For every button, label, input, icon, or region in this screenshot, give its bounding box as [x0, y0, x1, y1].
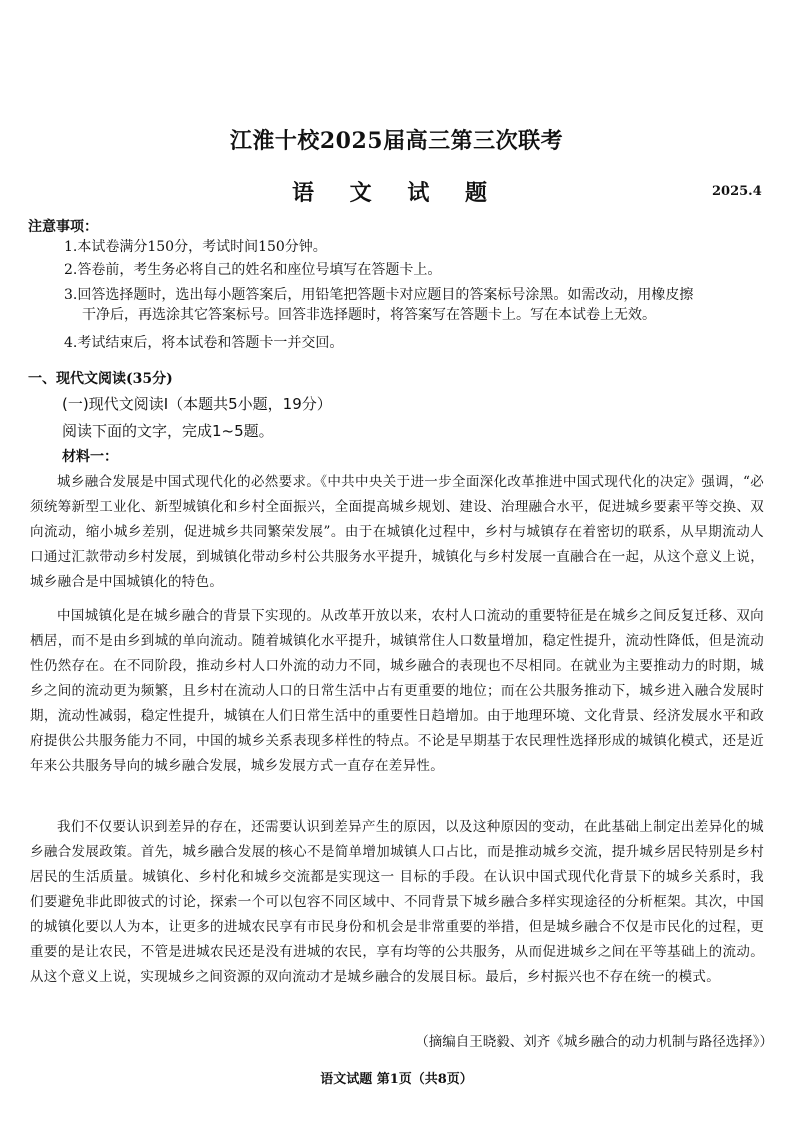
exam-date: 2025.4: [712, 184, 762, 199]
notice-item-3-cont: 干净后，再选涂其它答案标号。回答非选择题时，将答案写在答题卡上。写在本试卷上无效。: [82, 307, 656, 323]
notice-item-3: 3.回答选择题时，选出每小题答案后，用铅笔把答题卡对应题目的答案标号涂黑。如需改动，用橡皮擦: [64, 287, 694, 303]
notice-heading: 注意事项：: [28, 219, 98, 235]
page-footer: 语文试题 第1页（共8页）: [320, 1072, 473, 1087]
material-label: 材料一：: [62, 449, 118, 465]
section-subheading: (一)现代文阅读I（本题共5小题，19分）: [62, 395, 332, 413]
notice-item-4: 4.考试结束后，将本试卷和答题卡一并交回。: [64, 335, 344, 351]
paragraph-1: 城乡融合发展是中国式现代化的必然要求。《中共中央关于进一步全面深化改革推进中国式现代化的决定》强调，“必须统筹新型工业化、新型城镇化和乡村全面振兴，全面提高城乡规划、建设、治理融合水平，促进城乡要素平等交换、双向流动，缩小城乡差别，促进城乡共同繁荣发展”。由于在城镇化过程中，乡村与城镇存在着密切的联系，从早期流动人口通过汇款带动乡村发展，到城镇化带动乡村公共服务水平提升，城镇化与乡村发展一直融合在一起，从这个意义上说，城乡融合是中国城镇化的特色。: [30, 474, 764, 590]
paragraph-2: 中国城镇化是在城乡融合的背景下实现的。从改革开放以来，农村人口流动的重要特征是在城乡之间反复迁移、双向栖居，而不是由乡到城的单向流动。随着城镇化水平提升，城镇常住人口数量增加，稳定性提升，流动性降低，但是流动性仍然存在。在不同阶段，推动乡村人口外流的动力不同，城乡融合的表现也不尽相同。在就业为主要推动力的时期，城乡之间的流动更为频繁，且乡村在流动人口的日常生活中占有更重要的地位；而在公共服务推动下，城乡进入融合发展时期，流动性减弱，稳定性提升，城镇在人们日常生活中的重要性日趋增加。由于地理环境、文化背景、经济发展水平和政府提供公共服务能力不同，中国的城乡关系表现多样性的特点。不论是早期基于农民理性选择形成的城镇化模式，还是近年来公共服务导向的城乡融合发展，城乡发展方式一直存在差异性。: [30, 608, 764, 774]
section-instruction: 阅读下面的文字，完成1~5题。: [62, 422, 274, 440]
notice-item-2: 2.答卷前，考生务必将自己的姓名和座位号填写在答题卡上。: [64, 262, 442, 278]
section-heading: 一、现代文阅读(35分): [28, 371, 173, 387]
source-citation: （摘编自王晓毅、刘齐《城乡融合的动力机制与路径选择》）: [415, 1034, 773, 1050]
notice-item-1: 1.本试卷满分150分，考试时间150分钟。: [64, 239, 327, 255]
paragraph-3: 我们不仅要认识到差异的存在，还需要认识到差异产生的原因，以及这种原因的变动，在此基础上制定出差异化的城乡融合发展政策。首先，城乡融合发展的核心不是简单增加城镇人口占比，而是推动城乡交流，提升城乡居民特别是乡村居民的生活质量。城镇化、乡村化和城乡交流都是实现这一 目标的手段。在认识中国式现代化背景下的城乡关系时，我们要避免非此即彼式的讨论，探索一个可以包容不同区域中、不同背景下城乡融合多样实现途径的分析框架。其次，中国的城镇化要以人为本，让更多的进城农民享有市民身份和机会是非常重要的举措，但是城乡融合不仅是市民化的过程，更重要的是让农民，不管是进城农民还是没有进城的农民，享有均等的公共服务，从而促进城乡之间在平等基础上的流动。从这个意义上说，实现城乡之间资源的双向流动才是城乡融合的发展目标。最后，乡村振兴也不存在统一的模式。: [30, 819, 764, 985]
exam-title: 江淮十校2025届高三第三次联考: [229, 128, 564, 154]
subject-title: 语 文 试 题: [292, 180, 501, 206]
